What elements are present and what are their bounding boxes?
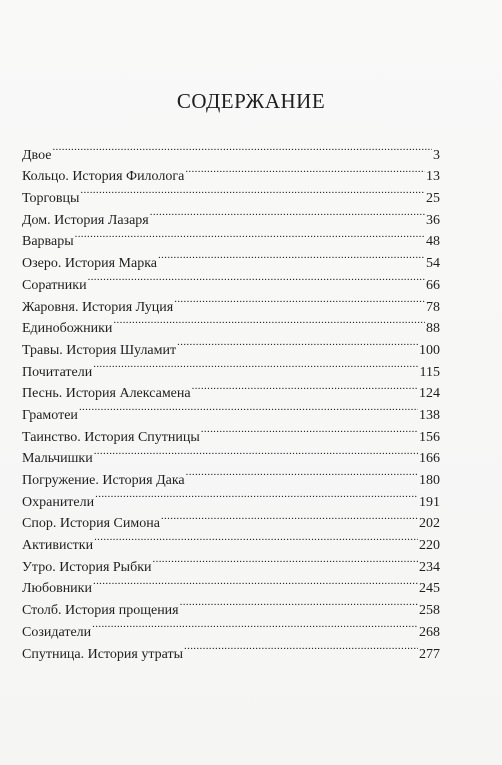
- toc-entry-title: Травы. История Шуламит: [22, 342, 177, 358]
- toc-entry-page-number: 25: [426, 191, 440, 207]
- toc-leader-dots: [113, 311, 425, 333]
- toc-leader-dots: [93, 354, 418, 376]
- toc-entry-page-number: 66: [426, 277, 440, 293]
- toc-leader-dots: [174, 289, 425, 311]
- toc-leader-dots: [75, 224, 425, 246]
- toc-leader-dots: [192, 376, 418, 398]
- table-of-contents: [22, 137, 440, 662]
- toc-entry-page-number: 166: [419, 451, 440, 467]
- toc-entry-page-number: 234: [419, 559, 440, 575]
- toc-leader-dots: [79, 397, 418, 419]
- toc-leader-dots: [94, 527, 418, 549]
- toc-entry-title: Спор. История Симона: [22, 516, 160, 532]
- toc-entry-page-number: 191: [419, 494, 440, 510]
- toc-entry-title: Озеро. История Марка: [22, 256, 158, 272]
- toc-leader-dots: [93, 571, 418, 593]
- toc-entry-page-number: 3: [433, 147, 440, 163]
- toc-entry-title: Охранители: [22, 494, 95, 510]
- toc-entry: [22, 137, 440, 163]
- toc-leader-dots: [184, 636, 418, 658]
- toc-entry-title: Варвары: [22, 234, 74, 250]
- toc-leader-dots: [95, 484, 418, 506]
- toc-entry-page-number: 156: [419, 429, 440, 445]
- toc-entry-page-number: 100: [419, 342, 440, 358]
- toc-entry-title: Созидатели: [22, 624, 92, 640]
- toc-entry-title: Утро. История Рыбки: [22, 559, 152, 575]
- toc-entry-page-number: 277: [419, 646, 440, 662]
- toc-entry: [22, 419, 440, 445]
- toc-entry-title: Дом. История Лазаря: [22, 212, 149, 228]
- toc-leader-dots: [94, 441, 418, 463]
- toc-leader-dots: [201, 419, 418, 441]
- toc-leader-dots: [80, 180, 425, 202]
- toc-entry-page-number: 202: [419, 516, 440, 532]
- toc-entry-page-number: 54: [426, 256, 440, 272]
- toc-entry-title: Почитатели: [22, 364, 93, 380]
- toc-entry-title: Спутница. История утраты: [22, 646, 183, 662]
- toc-entry-title: Единобожники: [22, 321, 113, 337]
- toc-entry-title: Грамотеи: [22, 407, 78, 423]
- toc-entry-page-number: 258: [419, 603, 440, 619]
- toc-leader-dots: [161, 506, 418, 528]
- toc-entry-page-number: 124: [419, 386, 440, 402]
- toc-entry-title: Торговцы: [22, 191, 80, 207]
- toc-leader-dots: [177, 332, 418, 354]
- toc-entry-title: Песнь. История Алексамена: [22, 386, 191, 402]
- toc-leader-dots: [158, 245, 425, 267]
- toc-entry: [22, 397, 440, 423]
- toc-entry-title: Любовники: [22, 581, 92, 597]
- toc-leader-dots: [88, 267, 425, 289]
- toc-entry-title: Жаровня. История Луция: [22, 299, 174, 315]
- toc-entry-title: Кольцо. История Филолога: [22, 169, 185, 185]
- toc-entry-page-number: 268: [419, 624, 440, 640]
- toc-entry: [22, 159, 440, 185]
- toc-leader-dots: [52, 137, 432, 159]
- toc-leader-dots: [185, 159, 425, 181]
- toc-entry-page-number: 48: [426, 234, 440, 250]
- toc-entry-page-number: 245: [419, 581, 440, 597]
- toc-leader-dots: [180, 592, 418, 614]
- toc-entry-title: Мальчишки: [22, 451, 93, 467]
- toc-entry-page-number: 36: [426, 212, 440, 228]
- toc-entry-title: Соратники: [22, 277, 87, 293]
- toc-entry-page-number: 220: [419, 538, 440, 554]
- toc-entry: [22, 180, 440, 207]
- toc-entry-page-number: 88: [426, 321, 440, 337]
- toc-entry-title: Активистки: [22, 538, 94, 554]
- toc-entry-page-number: 180: [419, 473, 440, 488]
- toc-leader-dots: [92, 614, 418, 636]
- page-title: СОДЕРЖАНИЕ: [176, 89, 326, 114]
- toc-entry-page-number: 78: [426, 299, 440, 315]
- toc-entry-page-number: 138: [419, 407, 440, 423]
- toc-entry-page-number: 115: [419, 364, 440, 380]
- toc-entry-title: Двое: [22, 147, 52, 163]
- toc-leader-dots: [186, 462, 418, 484]
- toc-leader-dots: [150, 202, 425, 224]
- toc-leader-dots: [153, 549, 419, 571]
- toc-entry-page-number: 13: [426, 169, 440, 185]
- toc-entry: [22, 224, 440, 250]
- toc-entry-title: Таинство. История Спутницы: [22, 429, 200, 445]
- toc-entry: [22, 245, 440, 272]
- toc-entry: [22, 202, 440, 228]
- toc-entry-title: Столб. История прощения: [22, 603, 179, 619]
- toc-entry-title: Погружение. История Дака: [22, 473, 185, 488]
